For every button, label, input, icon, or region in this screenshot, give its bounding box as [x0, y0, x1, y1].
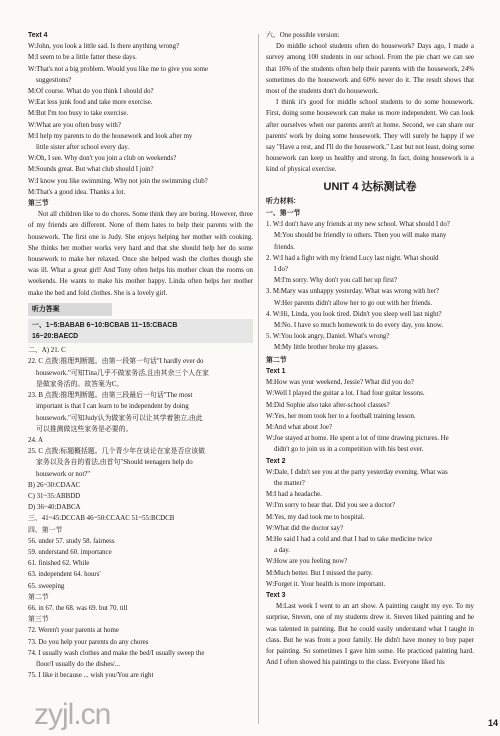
- dialog-line: W:I'm sorry to hear that. Did you see a doctor?: [266, 502, 396, 510]
- answer-line: 二、A) 21. C: [28, 347, 66, 355]
- dialog-line: 4. W:Hi, Linda, you look tired. Didn't you sleep well last night?: [266, 310, 442, 318]
- dialog-line: W:Dale, I didn't see you at the party yesterday evening. What was: [266, 468, 448, 476]
- answer-line: 24. A: [28, 436, 43, 444]
- dialog-line: didn't go to join us in a competition with his best ever.: [274, 446, 424, 454]
- answer-line: C) 31~35:ABBDD: [28, 492, 81, 500]
- dialog-line: W:Well I played the guitar a lot. I had four guitar lessons.: [266, 390, 425, 398]
- section3-heading: 第三节: [28, 200, 49, 208]
- dialog-line: a day.: [274, 547, 291, 555]
- text4-dialog: [28, 41, 253, 198]
- dialog-line: M:Did Sophie also take after-school classes?: [266, 401, 390, 409]
- answer-line: 23. B 点拨:推理判断题。由第三段最后一句话"The most: [28, 392, 193, 400]
- dialog-line: M:Much better. But I missed the party.: [266, 569, 373, 577]
- text1-heading: Text 1: [266, 367, 286, 375]
- dialog-line: M:I'm sorry. Why don't you call her up first?: [274, 277, 398, 285]
- answer-line: 四、第一节: [28, 526, 63, 534]
- dialog-line: M:Sounds great. But what club should I join?: [28, 166, 154, 174]
- dialog-line: I do?: [274, 266, 288, 274]
- right-column: [266, 30, 474, 668]
- text3-passage: M:Last week I went to an art show. A painting caught my eye. To my surprise, Steven, one of my students drew it. Steven liked painting and he was talented in painting. But he could easily understand what I taught in class. But he was from a poor family. He didn't have money to buy paper for painting. So sometimes I gave him some. He practiced painting hard. And I often showed his paintings to the class. Everyone liked his: [266, 603, 474, 667]
- dialog-line: W:John, you look a little sad. Is there anything wrong?: [28, 43, 180, 51]
- answer-line: 三、41~45:DCCAB 46~50:CCAAC 51~55:BCDCB: [28, 515, 175, 523]
- dialog-line: M:How was your weekend, Jessie? What did you do?: [266, 379, 414, 387]
- dialog-line: W:I know you like swimming. Why not join the swimming club?: [28, 177, 208, 185]
- text4-heading: Text 4: [28, 32, 48, 39]
- dialog-line: M:You should be friendly to others. Then you will make many: [274, 232, 447, 240]
- dialog-line: M:That's a good idea. Thanks a lot.: [28, 188, 126, 196]
- text3-heading: Text 3: [266, 591, 286, 599]
- answer-line: 75. I like it because ... wish you/You are right: [28, 672, 154, 680]
- listening-heading: 听力材料:: [266, 197, 296, 205]
- answer-line: 是做家务活的。故答案为C。: [36, 380, 124, 388]
- dialog-line: M:And what about Joe?: [266, 423, 333, 431]
- left-column: [28, 30, 253, 681]
- dialog-line: 5. W:You look angry, Daniel. What's wrong?: [266, 333, 390, 341]
- dialog-line: M:No. I have so much homework to do every day, you know.: [274, 322, 444, 330]
- passage: Not all children like to do chores. Some think they are boring. However, three of my friends are different. None of them hates to help their parents with the housework. The first one is Judy. She enjoys helping her mother with cooking. She thinks her mother works very hard and that she should help her do some housework to make her relaxed. Once she helped wash the clothes though she was ill. What a great girl! And Tony often helps his mother clean the rooms on weekends. He wants to make his mother happy. Linda often helps her mother make the bed and fold clothes. She is a lovely girl.: [28, 211, 253, 297]
- dialog-line: 3. M:Mary was unhappy yesterday. What was wrong with her?: [266, 288, 439, 296]
- answer-line: 63. independent 64. hours': [28, 571, 101, 579]
- dialog-line: M:Yes, my dad took me to hospital.: [266, 513, 365, 521]
- answer-line: 25. C 点拨:标题概括题。几个青少年在谈论在家是否应该做: [28, 448, 206, 456]
- answers-row-2: 16~20:BAECD: [32, 333, 79, 341]
- dialog-line: W:What did the doctor say?: [266, 524, 344, 532]
- text2-heading: Text 2: [266, 457, 286, 465]
- answers-banner: 听力答案: [28, 303, 112, 316]
- dialog-line: M:I help my parents to do the housework and look after my: [28, 132, 193, 140]
- dialog-line: suggestions?: [36, 76, 72, 84]
- answer-line: 第二节: [28, 593, 49, 601]
- answers-row-1: 一、1~5:BABAB 6~10:BCBAB 11~15:CBACB: [32, 321, 178, 329]
- dialog-line: M:I seem to be a little fatter these days.: [28, 54, 137, 62]
- answer-line: housework."可知Tina几乎不做家务活,且由其余三个人在家: [36, 369, 209, 377]
- writing-passage: Do middle school students often do housework? Days ago, I made a survey among 100 students in our school. From the pie chart we can see that 16% of the students often help their parents with the housework, 24% sometimes do the housework and 60% never do it. The result shows that most of the students don't do housework. I think it's good for middle school students to do some housework. First, doing some housework can make us more independent. We can look after ourselves when our parents aren't at home. Second, we can share our parents' work by doing some housework. They will surely be happy if we say "Have a rest, and I'll do the housework." Last but not least, doing some housework can keep us healthy and strong. In fact, doing housework is a kind of physical exercise.: [266, 43, 474, 174]
- dialog-line: 2. W:I had a fight with my friend Lucy last night. What should: [266, 254, 439, 262]
- answer-line: floor/I usually do the dishes/...: [36, 660, 121, 668]
- dialog-line: W:Oh, I see. Why don't you join a club on weekends?: [28, 155, 177, 163]
- answer-line: 59. understand 60. importance: [28, 548, 112, 556]
- dialog-line: W:That's not a big problem. Would you like me to give you some: [28, 65, 209, 73]
- answer-line: 56. under 57. study 58. fairness: [28, 537, 115, 545]
- answer-line: 可以推测做这些家务是必要的。: [36, 425, 133, 433]
- watermark-logo: zyjl.cn: [34, 698, 111, 731]
- text1-dialog: [266, 377, 474, 455]
- answer-line: 73. Do you help your parents do any chores: [28, 638, 149, 646]
- dialog-line: W:Eat less junk food and take more exercise.: [28, 99, 153, 107]
- answer-line: housework."可知Judy认为做家务可以让其学着独立,由此: [36, 414, 203, 422]
- dialog-line: W:How are you feeling now?: [266, 558, 348, 566]
- dialog-line: M:But I'm too busy to take exercise.: [28, 110, 129, 118]
- answer-line: 72. Weren't your parents at home: [28, 627, 119, 635]
- reading-answers: [28, 345, 253, 681]
- dialog-line: W:What are you often busy with?: [28, 121, 121, 129]
- dialog-line: M:My little brother broke my glasses.: [274, 344, 379, 352]
- answer-line: D) 36~40:DABCA: [28, 504, 81, 512]
- answer-line: housework or not?": [36, 470, 91, 478]
- part1-heading: 一、第一节: [266, 210, 301, 218]
- dialog-line: W:Forget it. Your health is more important.: [266, 580, 386, 588]
- dialog-line: M:Of course. What do you think I should do?: [28, 88, 154, 96]
- answer-line: B) 26~30:CDAAC: [28, 481, 81, 489]
- dialog-line: M:He said I had a cold and that I had to take medicine twice: [266, 535, 433, 543]
- answer-line: important is that I can learn to be independent by doing: [36, 403, 189, 411]
- text2-dialog: [266, 467, 474, 590]
- short-dialogs: [266, 219, 474, 353]
- answer-line: 家务以及各自的看法,由首句"Should teenagers help do: [36, 459, 193, 467]
- answer-line: 65. sweeping: [28, 582, 65, 590]
- answer-line: 61. finished 62. While: [28, 560, 90, 568]
- dialog-line: little sister after school every day.: [36, 144, 129, 152]
- dialog-line: M:I had a headache.: [266, 491, 322, 499]
- answer-line: 第三节: [28, 616, 49, 624]
- dialog-line: W:Yes, her mom took her to a football training lesson.: [266, 412, 416, 420]
- unit-title: UNIT 4 达标测试卷: [323, 180, 417, 193]
- part2-heading: 第二节: [266, 356, 287, 364]
- dialog-line: 1. W:I don't have any friends at my new school. What should I do?: [266, 221, 450, 229]
- answer-line: 22. C 点拨:推理判断题。由第一段第一句话"I hardly ever do: [28, 358, 204, 366]
- page-number: 14: [487, 718, 498, 728]
- dialog-line: friends.: [274, 243, 295, 251]
- answer-line: 66. in 67. the 68. was 69. but 70. till: [28, 604, 128, 612]
- dialog-line: the matter?: [274, 479, 305, 487]
- dialog-line: W:Joe stayed at home. He spent a lot of time drawing pictures. He: [266, 435, 449, 443]
- writing-heading: 六、One possible version:: [266, 32, 340, 39]
- column-divider: [258, 34, 259, 724]
- answer-line: 74. I usually wash clothes and make the bed/I usually sweep the: [28, 649, 205, 657]
- listening-answers: [28, 319, 253, 343]
- dialog-line: W:Her parents didn't allow her to go out with her friends.: [274, 299, 433, 307]
